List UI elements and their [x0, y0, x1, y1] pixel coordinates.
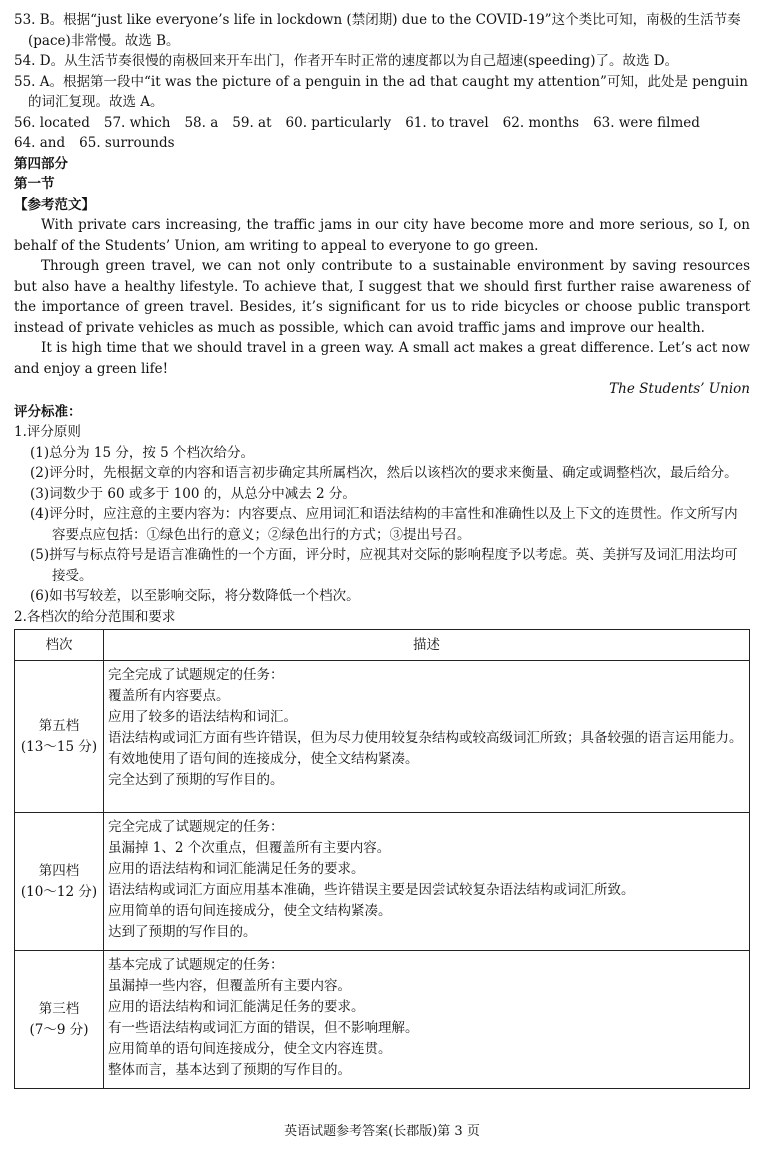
- page-footer: 英语试题参考答案(长郡版)第 3 页: [284, 1124, 480, 1139]
- description-line: 语法结构或词汇方面应用基本准确，些许错误主要是因尝试较复杂语法结构或词汇所致。: [108, 882, 635, 898]
- part-title: 第四部分: [14, 155, 68, 172]
- answer-53: 53. B。根据“just like everyone’s life in lockdown (禁闭期) due to the COVID-19”这个类比可知，南极的生活节奏(pace)非常慢。故选 B。: [14, 12, 741, 49]
- principles-title: 1.评分原则: [14, 424, 81, 440]
- answer-55: 55. A。根据第一段中“it was the picture of a penguin in the ad that caught my attention”可知，此处是 penguin 的词汇复现。故选 A。: [14, 73, 748, 110]
- grades-title: 2.各档次的给分范围和要求: [14, 608, 176, 625]
- fill-blank-answers: [14, 113, 750, 154]
- description-line: 应用的语法结构和词汇能满足任务的要求。: [108, 999, 365, 1015]
- description-line: 虽漏掉一些内容，但覆盖所有主要内容。: [108, 978, 351, 994]
- table-header-row: [15, 630, 750, 661]
- scoring-title: 评分标准：: [14, 403, 82, 420]
- table-row: [15, 951, 750, 1089]
- essay-signature: The Students’ Union: [609, 381, 750, 397]
- grade-description-cell: [104, 951, 750, 1089]
- table-row: [15, 661, 750, 813]
- description-line: 应用简单的语句间连接成分，使全文内容连贯。: [108, 1041, 392, 1057]
- description-line: 整体而言，基本达到了预期的写作目的。: [108, 1062, 351, 1078]
- grade-level-range: (13～15 分): [20, 738, 98, 755]
- answer-65: 65. surrounds: [79, 135, 175, 151]
- answer-60: 60. particularly: [285, 114, 392, 131]
- section-title: 第一节: [14, 176, 55, 192]
- answer-58: 58. a: [184, 114, 219, 131]
- answer-64: 64. and: [14, 135, 66, 151]
- essay-paragraph-1: With private cars increasing, the traffic jams in our city have become more and more serious, so I, on behalf of the Students’ Union, am writing to appeal to everyone to go green.: [14, 217, 750, 254]
- grade-level-name: 第三档: [38, 1001, 80, 1017]
- description-line: 覆盖所有内容要点。: [108, 688, 230, 704]
- answer-59: 59. at: [232, 114, 272, 131]
- description-line: 语法结构或词汇方面有些许错误，但为尽力使用较复杂结构或较高级词汇所致；具备较强的语言运用能力。: [108, 730, 743, 746]
- grade-level-range: (10～12 分): [20, 883, 98, 900]
- description-line: 应用简单的语句间连接成分，使全文结构紧凑。: [108, 903, 392, 919]
- grade-level-cell: [15, 951, 104, 1089]
- answer-54: 54. D。从生活节奏很慢的南极回来开车出门，作者开车时正常的速度都以为自己超速(speeding)了。故选 D。: [14, 53, 679, 69]
- essay-heading: 【参考范文】: [14, 196, 95, 213]
- description-line: 完全完成了试题规定的任务：: [108, 819, 284, 835]
- sample-essay: [14, 215, 750, 379]
- description-line: 应用的语法结构和词汇能满足任务的要求。: [108, 861, 365, 877]
- answer-57: 57. which: [103, 114, 171, 131]
- essay-paragraph-3: It is high time that we should travel in a green way. A small act makes a great difference. Let’s act now and enjoy a green life!: [14, 340, 750, 377]
- grade-level-name: 第五档: [38, 718, 80, 734]
- answer-62: 62. months: [502, 114, 580, 131]
- grade-level-range: (7～9 分): [29, 1021, 89, 1038]
- grading-table: [14, 629, 750, 1089]
- principle-5: (5)拼写与标点符号是语言准确性的一个方面，评分时，应视其对交际的影响程度予以考虑。英、美拼写及词汇用法均可接受。: [30, 547, 738, 584]
- grade-description-cell: [104, 813, 750, 951]
- grade-level-cell: [15, 661, 104, 813]
- principle-4: (4)评分时，应注意的主要内容为：内容要点、应用词汇和语法结构的丰富性和准确性以及上下文的连贯性。作文所写内容要点应包括：①绿色出行的意义；②绿色出行的方式；③提出号召。: [30, 506, 738, 543]
- answer-63: 63. were filmed: [593, 114, 700, 131]
- grade-level-cell: [15, 813, 104, 951]
- header-level: 档次: [15, 630, 104, 661]
- principle-6: (6)如书写较差，以至影响交际，将分数降低一个档次。: [30, 588, 360, 604]
- principle-3: (3)词数少于 60 或多于 100 的，从总分中减去 2 分。: [30, 485, 356, 502]
- principle-2: (2)评分时，先根据文章的内容和语言初步确定其所属档次，然后以该档次的要求来衡量、确定或调整档次，最后给分。: [30, 465, 738, 481]
- principle-1: (1)总分为 15 分，按 5 个档次给分。: [30, 444, 255, 461]
- header-description: 描述: [104, 630, 750, 661]
- description-line: 基本完成了试题规定的任务：: [108, 957, 284, 973]
- table-row: [15, 813, 750, 951]
- description-line: 有一些语法结构或词汇方面的错误，但不影响理解。: [108, 1020, 419, 1036]
- answer-explanations: [14, 10, 750, 113]
- grade-level-name: 第四档: [38, 863, 80, 879]
- description-line: 应用了较多的语法结构和词汇。: [108, 709, 297, 725]
- grade-description-cell: [104, 661, 750, 813]
- description-line: 虽漏掉 1、2 个次重点，但覆盖所有主要内容。: [108, 840, 391, 856]
- scoring-principles: [14, 443, 750, 607]
- description-line: 达到了预期的写作目的。: [108, 924, 257, 940]
- answer-page: [14, 10, 750, 1089]
- description-line: 完全完成了试题规定的任务：: [108, 667, 284, 683]
- answer-56: 56. located: [14, 114, 90, 131]
- description-line: 有效地使用了语句间的连接成分，使全文结构紧凑。: [108, 751, 419, 767]
- answer-61: 61. to travel: [405, 114, 489, 131]
- description-line: 完全达到了预期的写作目的。: [108, 772, 284, 788]
- essay-paragraph-2: Through green travel, we can not only contribute to a sustainable environment by saving resources but also have a healthy lifestyle. To achieve that, I suggest that we should first further raise awareness of the importance of green travel. Besides, it’s significant for us to ride bicycles or choose public transport instead of private vehicles as much as possible, which can avoid traffic jams and improve our health.: [14, 258, 750, 336]
